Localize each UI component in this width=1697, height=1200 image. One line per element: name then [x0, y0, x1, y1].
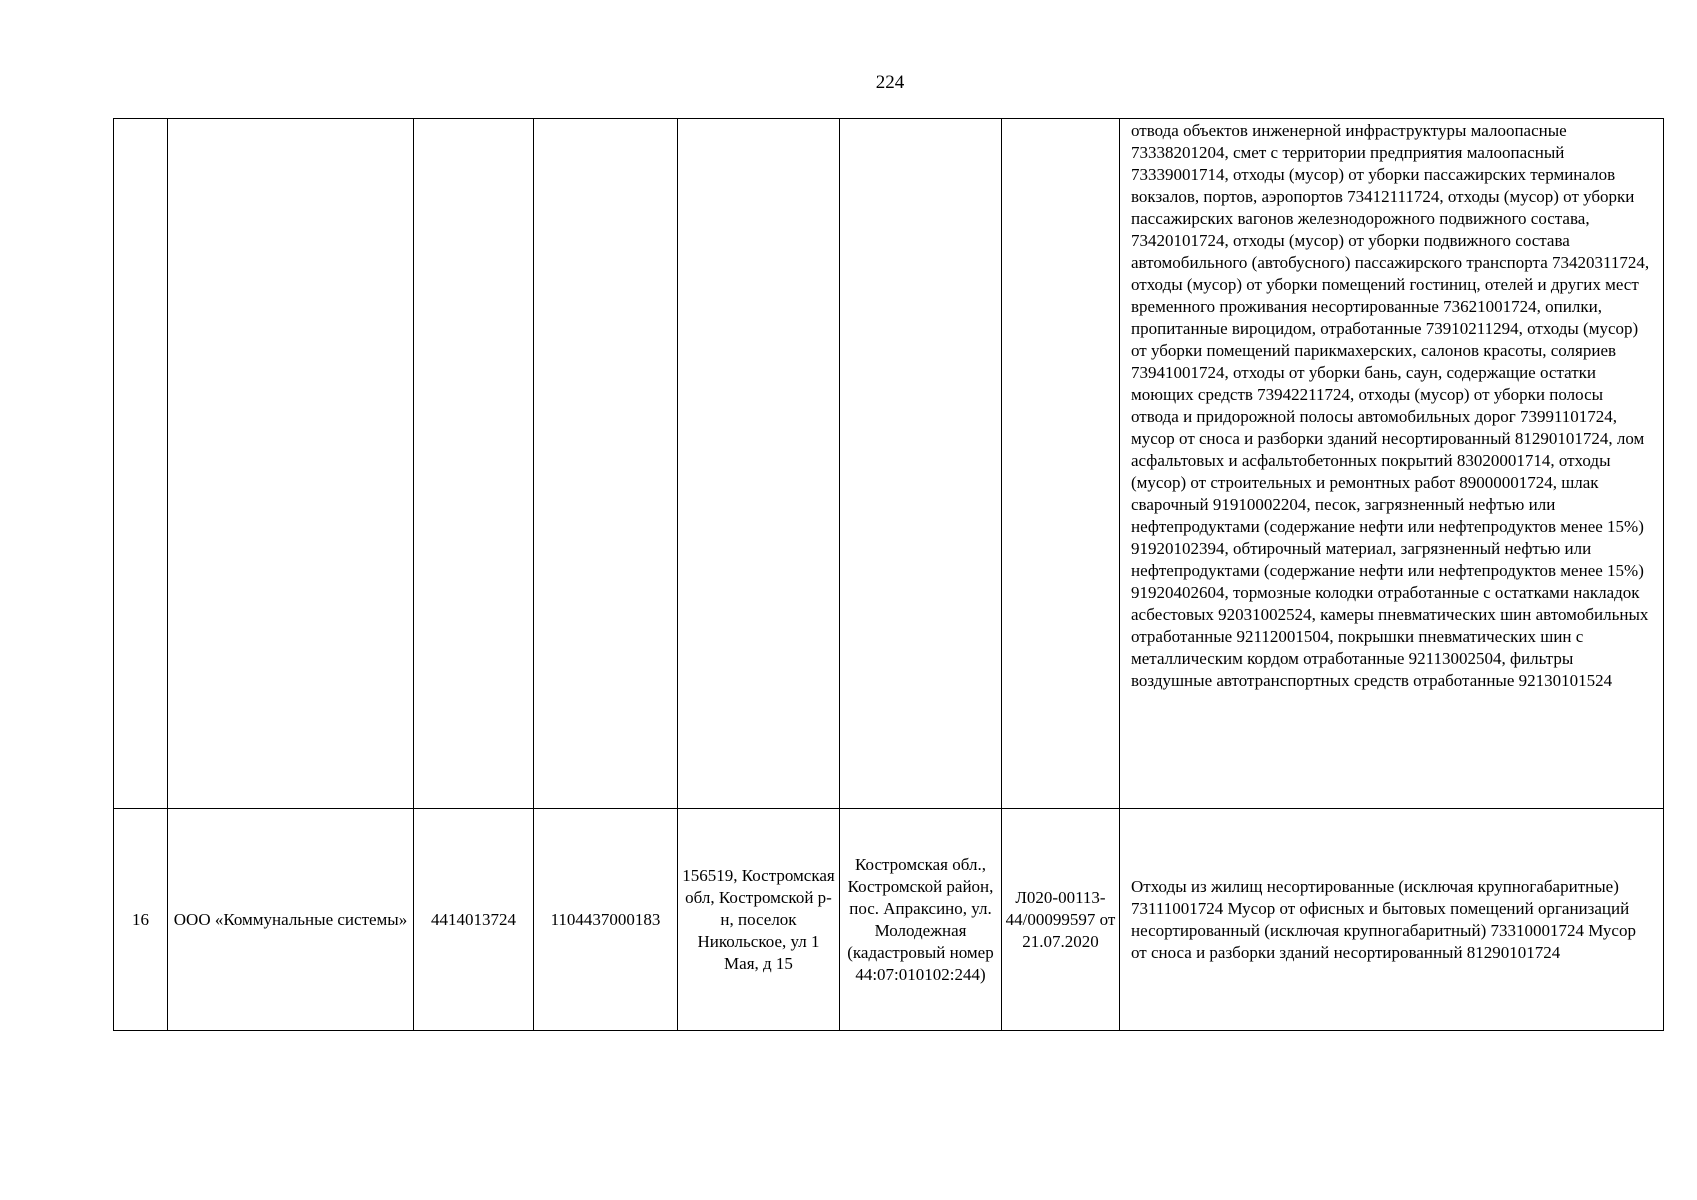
table-row [114, 119, 1664, 809]
facility-address-cell [840, 119, 1002, 809]
inn-cell: 4414013724 [414, 809, 534, 1031]
license-cell: Л020-00113-44/00099597 от 21.07.2020 [1002, 809, 1120, 1031]
row-number-cell [114, 119, 168, 809]
waste-list-cell: Отходы из жилищ несортированные (исключая крупногабаритные) 73111001724 Мусор от офисных и бытовых помещений организаций несортированный (исключая крупногабаритный) 73310001724 Мусор от сноса и разборки зданий несортированный 81290101724 [1120, 809, 1664, 1031]
ogrn-cell: 1104437000183 [534, 809, 678, 1031]
facility-address-cell: Костромская обл., Костромской район, пос. Апраксино, ул. Молодежная (кадастровый номер 44:07:010102:244) [840, 809, 1002, 1031]
registry-table [113, 118, 1664, 1031]
inn-cell [414, 119, 534, 809]
page-number: 224 [875, 72, 905, 93]
organization-cell [168, 119, 414, 809]
table-row [114, 809, 1664, 1031]
row-number-cell: 16 [114, 809, 168, 1031]
organization-cell: ООО «Коммунальные системы» [168, 809, 414, 1031]
waste-list-cell: отвода объектов инженерной инфраструктуры малоопасные 73338201204, смет с территории предприятия малоопасный 73339001714, отходы (мусор) от уборки пассажирских терминалов вокзалов, портов, аэропортов 73412111724, отходы (мусор) от уборки пассажирских вагонов железнодорожного подвижного состава, 73420101724, отходы (мусор) от уборки подвижного состава автомобильного (автобусного) пассажирского транспорта 73420311724, отходы (мусор) от уборки помещений гостиниц, отелей и других мест временного проживания несортированные 73621001724, опилки, пропитанные вироцидом, отработанные 73910211294, отходы (мусор) от уборки помещений парикмахерских, салонов красоты, соляриев 73941001724, отходы от уборки бань, саун, содержащие остатки моющих средств 73942211724, отходы (мусор) от уборки полосы отвода и придорожной полосы автомобильных дорог 73991101724, мусор от сноса и разборки зданий несортированный 81290101724, лом асфальтовых и асфальтобетонных покрытий 83020001714, отходы (мусор) от строительных и ремонтных работ 89000001724, шлак сварочный 91910002204, песок, загрязненный нефтью или нефтепродуктами (содержание нефти или нефтепродуктов менее 15%) 91920102394, обтирочный материал, загрязненный нефтью или нефтепродуктами (содержание нефти или нефтепродуктов менее 15%) 91920402604, тормозные колодки отработанные с остатками накладок асбестовых 92031002524, камеры пневматических шин автомобильных отработанные 92112001504, покрышки пневматических шин с металлическим кордом отработанные 92113002504, фильтры воздушные автотранспортных средств отработанные 92130101524 [1120, 119, 1664, 809]
license-cell [1002, 119, 1120, 809]
ogrn-cell [534, 119, 678, 809]
legal-address-cell [678, 119, 840, 809]
legal-address-cell: 156519, Костромская обл, Костромской р-н, поселок Никольское, ул 1 Мая, д 15 [678, 809, 840, 1031]
